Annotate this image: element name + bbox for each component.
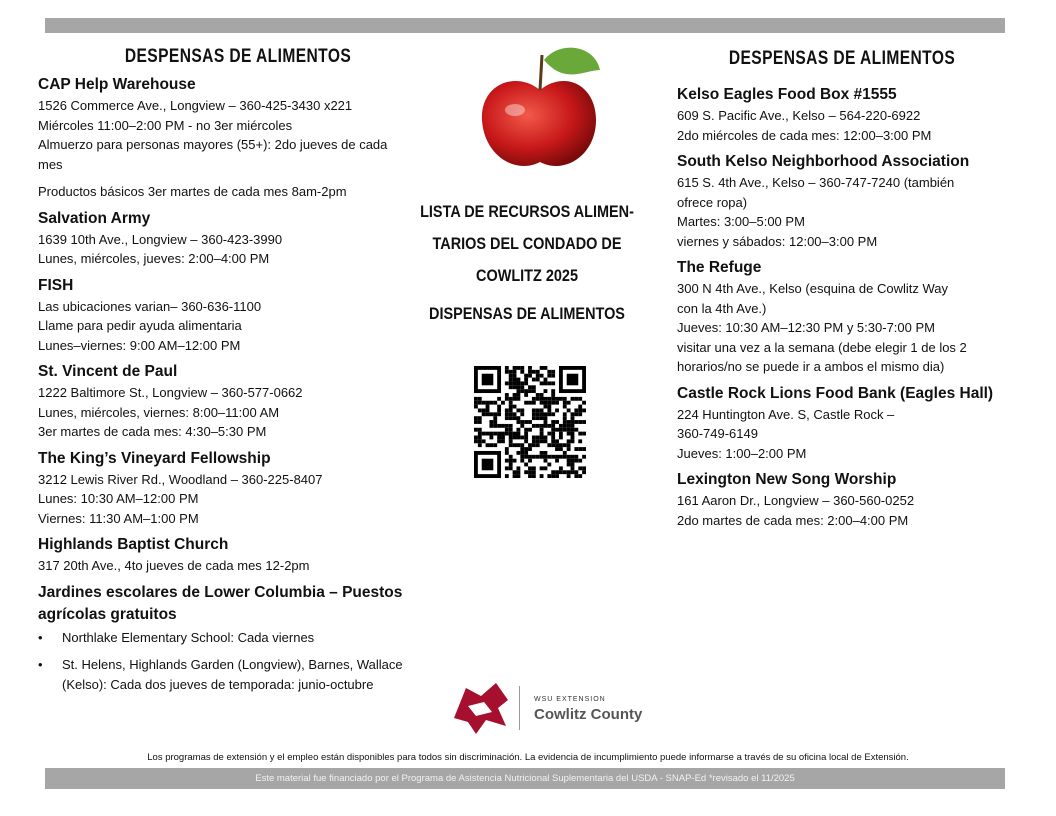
center-title (419, 196, 635, 330)
pantry-detail: 609 S. Pacific Ave., Kelso – 564-220-6922 (677, 108, 921, 123)
pantry-entry (38, 74, 438, 202)
cougar-logo-icon (446, 678, 516, 738)
pantry-detail: 3er martes de cada mes: 4:30–5:30 PM (38, 424, 267, 439)
pantry-detail: visitar una vez a la semana (debe elegir 1 de los 2 (677, 339, 967, 355)
right-entries (677, 84, 1007, 530)
center-title-line: TARIOS DEL CONDADO DE (432, 234, 622, 253)
center-title-line: LISTA DE RECURSOS ALIMEN- (420, 202, 634, 221)
funding-bar: Este material fue financiado por el Programa de Asistencia Nutricional Suplementaria del USDA - SNAP-Ed *revisado el 11/2025 (45, 768, 1005, 789)
pantry-name: Salvation Army (38, 209, 151, 227)
pantry-entry (677, 469, 1007, 530)
right-title: DESPENSAS DE ALIMENTOS (728, 48, 956, 69)
pantry-detail: viernes y sábados: 12:00–3:00 PM (677, 233, 878, 249)
pantry-detail: 1639 10th Ave., Longview – 360-423-3990 (38, 231, 283, 247)
pantry-entry (677, 257, 1007, 377)
pantry-entry (38, 534, 438, 576)
pantry-detail: Lunes–viernes: 9:00 AM–12:00 PM (38, 337, 241, 353)
pantry-detail: 224 Huntington Ave. S, Castle Rock – (677, 406, 895, 422)
pantry-name: FISH (38, 276, 74, 294)
bullet-item: • St. Helens, Highlands Garden (Longview), Barnes, Wallace (Kelso): Cada dos jueves de temporada: junio-octubre (38, 655, 438, 694)
pantry-entry (677, 84, 1007, 145)
pantry-detail: 2do miércoles de cada mes: 12:00–3:00 PM (677, 127, 932, 143)
pantry-detail: Viernes: 11:30 AM–1:00 PM (38, 510, 199, 526)
left-entries (38, 74, 438, 694)
pantry-name: The Refuge (677, 259, 762, 276)
apple-image (470, 40, 610, 175)
pantry-detail: Jueves: 1:00–2:00 PM (677, 445, 807, 461)
wsu-logo (446, 678, 666, 738)
pantry-entry (38, 361, 438, 442)
pantry-detail: con la 4th Ave.) (677, 300, 767, 316)
left-column (38, 46, 438, 702)
pantry-entry (677, 383, 1007, 464)
pantry-detail: mes (38, 156, 63, 172)
pantry-detail: Lunes, miércoles, viernes: 8:00–11:00 AM (38, 404, 280, 420)
pantry-name: The King’s Vineyard Fellowship (38, 449, 271, 467)
pantry-name: Kelso Eagles Food Box #1555 (677, 86, 897, 103)
pantry-detail: 317 20th Ave., 4to jueves de cada mes 12-2pm (38, 558, 310, 573)
center-subtitle: DISPENSAS DE ALIMENTOS (429, 304, 625, 323)
logo-name: Cowlitz County (534, 706, 643, 723)
qr-code[interactable] (474, 366, 586, 478)
pantry-entry (677, 151, 1007, 251)
pantry-detail: 1222 Baltimore St., Longview – 360-577-0662 (38, 385, 303, 400)
pantry-detail: Productos básicos 3er martes de cada mes 8am-2pm (38, 184, 347, 199)
pantry-detail: 1526 Commerce Ave., Longview – 360-425-3430 x221 (38, 98, 353, 113)
pantry-detail: Llame para pedir ayuda alimentaria (38, 318, 242, 333)
pantry-detail: Lunes: 10:30 AM–12:00 PM (38, 491, 199, 506)
pantry-entry (38, 582, 438, 695)
left-title: DESPENSAS DE ALIMENTOS (124, 46, 352, 67)
pantry-name: South Kelso Neighborhood Association (677, 153, 970, 170)
pantry-name: Castle Rock Lions Food Bank (Eagles Hall) (677, 384, 994, 402)
logo-top-text: WSU EXTENSION (534, 696, 606, 703)
pantry-name: CAP Help Warehouse (38, 76, 196, 93)
pantry-detail: 3212 Lewis River Rd., Woodland – 360-225-8407 (38, 471, 323, 487)
pantry-entry (38, 448, 438, 529)
pantry-detail: Martes: 3:00–5:00 PM (677, 214, 805, 229)
right-column (677, 48, 1007, 530)
pantry-name: Jardines escolares de Lower Columbia – Puestos agrícolas gratuitos (38, 583, 403, 623)
pantry-name: Highlands Baptist Church (38, 536, 229, 553)
pantry-name: Lexington New Song Worship (677, 471, 897, 488)
pantry-detail: Las ubicaciones varian– 360-636-1100 (38, 298, 262, 314)
pantry-detail: ofrece ropa) (677, 194, 748, 210)
center-title-line: COWLITZ 2025 (476, 266, 578, 285)
pantry-detail: Almuerzo para personas mayores (55+): 2do jueves de cada (38, 137, 388, 152)
pantry-detail: Miércoles 11:00–2:00 PM - no 3er miércoles (38, 117, 293, 133)
nondiscrimination-notice: Los programas de extensión y el empleo están disponibles para todos sin discriminación. La evidencia de incumplimiento puede informarse a través de su oficina local de Extensión. (147, 752, 909, 763)
pantry-entry (38, 275, 438, 356)
pantry-detail: 161 Aaron Dr., Longview – 360-560-0252 (677, 493, 915, 508)
bullet-item: • Northlake Elementary School: Cada viernes (38, 628, 438, 648)
pantry-entry (38, 208, 438, 269)
pantry-detail: 300 N 4th Ave., Kelso (esquina de Cowlitz Way (677, 281, 948, 296)
pantry-detail: Jueves: 10:30 AM–12:30 PM y 5:30-7:00 PM (677, 320, 935, 335)
pantry-detail: Lunes, miércoles, jueves: 2:00–4:00 PM (38, 251, 270, 266)
pantry-name: St. Vincent de Paul (38, 363, 178, 380)
pantry-detail: 2do martes de cada mes: 2:00–4:00 PM (677, 512, 909, 528)
top-bar (45, 18, 1005, 33)
pantry-detail: 360-749-6149 (677, 426, 758, 441)
pantry-detail: horarios/no se puede ir a ambos el mismo dia) (677, 359, 945, 374)
pantry-detail: 615 S. 4th Ave., Kelso – 360-747-7240 (también (677, 175, 955, 190)
